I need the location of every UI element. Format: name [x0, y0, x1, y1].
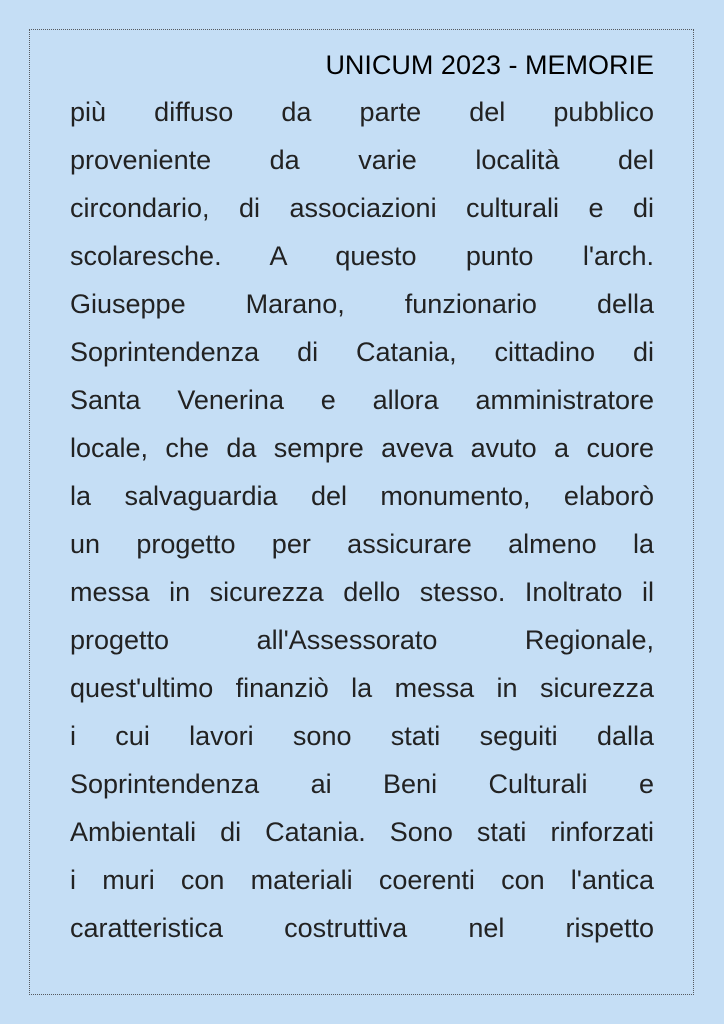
text-line: la salvaguardia del monumento, elaborò [70, 481, 654, 511]
text-line: un progetto per assicurare almeno la [70, 529, 654, 559]
text-line: circondario, di associazioni culturali e di [70, 193, 654, 223]
page-header-title: UNICUM 2023 - MEMORIE [325, 50, 654, 80]
text-line: messa in sicurezza dello stesso. Inoltrato il [70, 577, 654, 607]
text-line: proveniente da varie località del [70, 145, 654, 175]
text-line: Soprintendenza ai Beni Culturali e [70, 769, 654, 799]
body-paragraph [70, 88, 654, 952]
text-line: i cui lavori sono stati seguiti dalla [70, 721, 654, 751]
text-line: caratteristica costruttiva nel rispetto [70, 913, 654, 943]
text-line: locale, che da sempre aveva avuto a cuore [70, 433, 654, 463]
text-line: scolaresche. A questo punto l'arch. [70, 241, 654, 271]
text-line: più diffuso da parte del pubblico [70, 97, 654, 127]
text-line: Soprintendenza di Catania, cittadino di [70, 337, 654, 367]
text-line: progetto all'Assessorato Regionale, [70, 625, 654, 655]
text-line: quest'ultimo finanziò la messa in sicurezza [70, 673, 654, 703]
text-line: i muri con materiali coerenti con l'antica [70, 865, 654, 895]
text-line: Santa Venerina e allora amministratore [70, 385, 654, 415]
text-line: Giuseppe Marano, funzionario della [70, 289, 654, 319]
text-line: Ambientali di Catania. Sono stati rinforzati [70, 817, 654, 847]
